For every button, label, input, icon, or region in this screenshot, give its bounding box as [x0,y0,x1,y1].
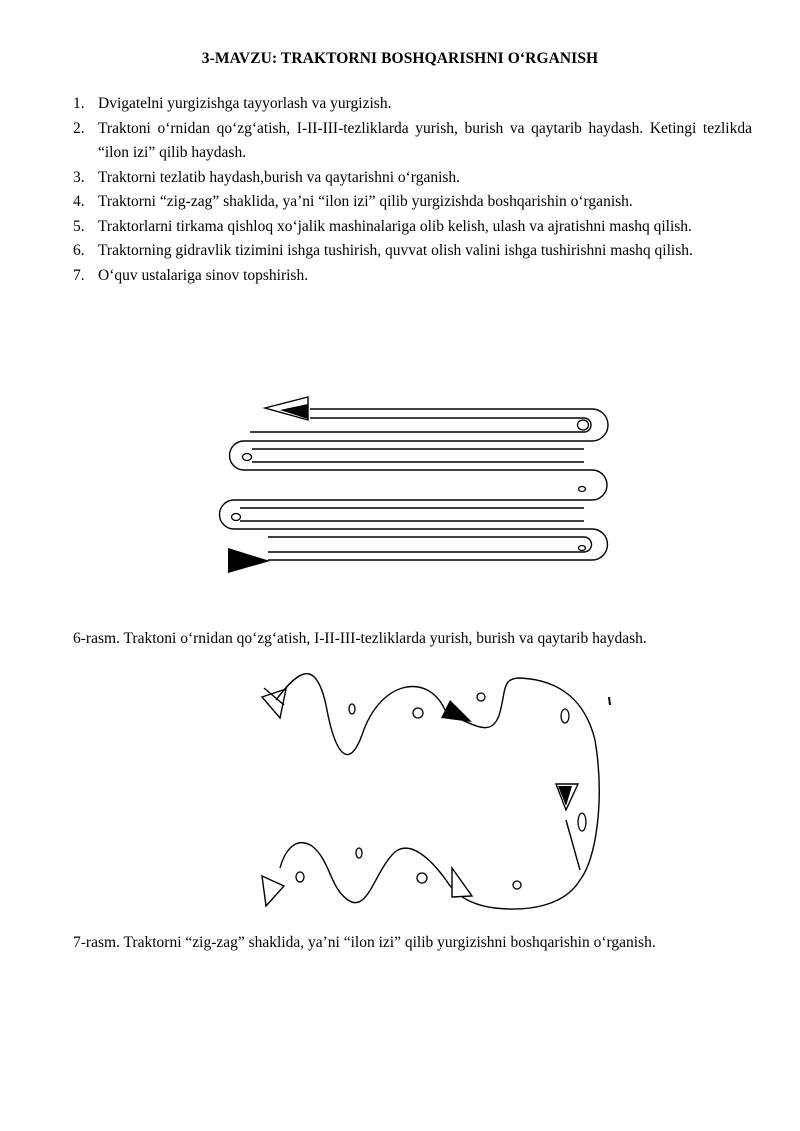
cone-marker [513,881,521,889]
tractor-arrow-icon [441,700,472,722]
tractor-arrow-icon [556,784,578,810]
figure-6-caption: 6-rasm. Traktoni o‘rnidan qo‘zg‘atish, I-II-III-tezliklarda yurish, burish va qaytarib haydash. [73,630,647,647]
figure-6-serpentine-track [200,385,630,595]
track-path [446,678,599,909]
cone-marker [349,704,355,714]
tractor-arrow-icon [452,868,472,897]
track-path [566,820,580,870]
cone-marker [356,848,362,858]
list-item-text: Traktorni tezlatib haydash,burish va qaytarishni o‘rganish. [98,168,461,186]
cone-marker [561,709,569,723]
cone-marker [579,546,586,551]
figure-7-caption: 7-rasm. Traktorni “zig-zag” shaklida, ya’ni “ilon izi” qilib yurgizishni boshqarishin o‘rganish. [73,934,656,951]
list-item-number: 4. [73,193,85,210]
list-item-text: Traktoni o‘rnidan qo‘zg‘atish, I-II-III-tezliklarda yurish, burish va qaytarib haydash. Ketingi tezlikda “ilon izi” qilib haydash. [98,119,752,161]
list-item-text: O‘quv ustalariga sinov topshirish. [98,266,309,284]
tractor-arrow-icon [262,876,284,906]
list-item-number: 2. [73,119,85,137]
list-item-number: 5. [73,217,85,235]
page-title: 3-MAVZU: TRAKTORNI BOSHQARISHNI O‘RGANISH [201,50,599,67]
tractor-arrow-icon [265,397,308,420]
list-item [73,190,752,215]
list-item-text: Traktorlarni tirkama qishloq xo‘jalik mashinalariga olib kelish, ulash va ajratishni mashq qilish. [98,217,692,235]
task-list [73,92,752,288]
list-item [73,92,752,117]
cone-marker [477,693,485,701]
list-item-number: 1. [73,95,85,112]
list-item-number: 7. [73,266,85,284]
track-path [250,418,591,432]
list-item [73,239,752,264]
list-item [73,166,752,191]
track-path [276,674,445,755]
cone-marker [578,420,589,430]
cone-marker [417,873,427,883]
cone-marker [243,454,252,461]
list-item [73,264,752,289]
list-item-number: 3. [73,168,85,186]
track-path [268,537,592,552]
list-item [73,215,752,240]
list-item-text: Traktorning gidravlik tizimini ishga tushirish, quvvat olish valini ishga tushirishni mashq qilish. [98,242,693,259]
list-item [73,117,752,166]
boundary-mark [609,697,610,705]
cone-marker [296,872,304,882]
cone-marker [232,514,241,521]
cone-marker [578,813,586,831]
cone-marker [413,708,423,718]
list-item-number: 6. [73,242,85,259]
figure-7-zigzag-course [250,672,630,922]
list-item-text: Dvigatelni yurgizishga tayyorlash va yurgizish. [98,95,392,112]
cone-marker [579,487,586,492]
tractor-arrow-icon [228,548,270,573]
list-item-text: Traktorni “zig-zag” shaklida, ya’ni “ilon izi” qilib yurgizishda boshqarishin o‘rganish. [98,193,633,210]
